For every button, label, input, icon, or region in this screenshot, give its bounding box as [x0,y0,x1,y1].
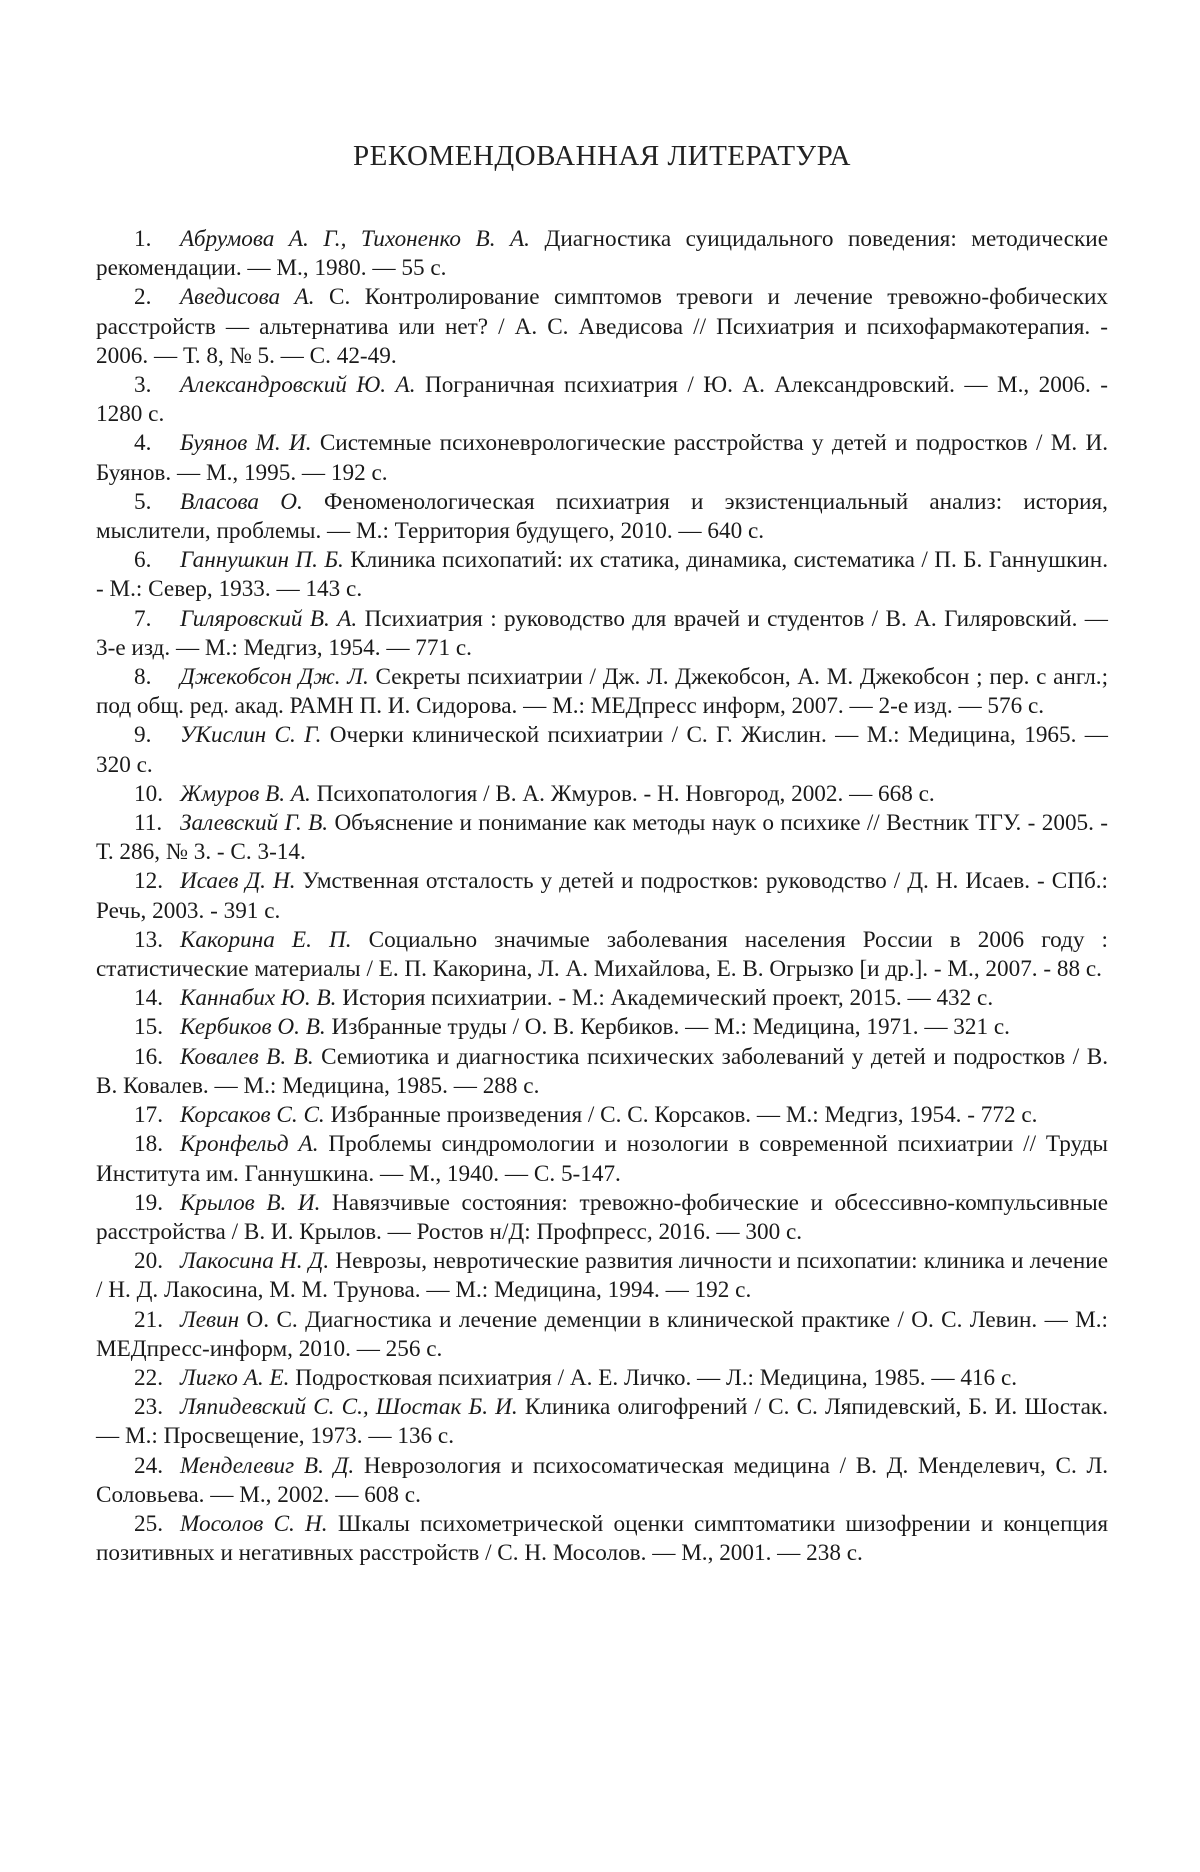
bibliography-entry [96,1043,1108,1101]
entry-number: 17. [134,1102,163,1129]
bibliography-entry [96,1306,1108,1364]
bibliography-entry [96,546,1108,604]
bibliography-entry [96,721,1108,779]
entry-author: Исаев Д. Н. [180,868,296,895]
entry-description: Психопатология / В. А. Жмуров. - Н. Новгород, 2002. — 668 с. [310,780,935,807]
bibliography-list [96,225,1108,1568]
entry-number: 22. [134,1364,163,1391]
entry-number: 12. [134,868,163,895]
entry-author: Гиляровский В. А. [180,605,358,632]
entry-author: Лигко А. Е. [180,1364,290,1391]
entry-author: Кронфельд А. [180,1131,319,1158]
entry-description: Социально значимые заболевания населения России в 2006 году : статистические материалы / Е. П. Какорина, Л. А. Михайлова, Е. В. Огрызко [и др.]. - М., 2007. - 88 с. [96,926,1108,983]
entry-author: Ляпидевский С. С., Шостак Б. И. [180,1394,518,1421]
bibliography-entry [96,605,1108,663]
bibliography-entry [96,225,1108,283]
entry-author: Какорина Е. П. [180,926,352,953]
bibliography-entry [96,488,1108,546]
bibliography-entry [96,663,1108,721]
bibliography-entry [96,1393,1108,1451]
bibliography-entry [96,1510,1108,1568]
bibliography-entry [96,1247,1108,1305]
entry-description: Семиотика и диагностика психических заболеваний у детей и подростков / В. В. Ковалев. — М.: Медицина, 1985. — 288 с. [96,1043,1109,1099]
entry-description: Феноменологическая психиатрия и экзистенциальный анализ: история, мыслители, проблемы. — М.: Территория будущего, 2010. — 640 с. [96,488,1108,545]
entry-author: УКислин С. Г. [180,722,322,749]
entry-author: Аведисова А. [180,284,315,311]
entry-description: Диагностика суицидального поведения: методические рекомендации. — М., 1980. — 55 с. [96,226,1109,282]
entry-description: Подростковая психиатрия / А. Е. Личко. — Л.: Медицина, 1985. — 416 с. [289,1364,1018,1391]
bibliography-entry [96,1130,1108,1188]
entry-number: 2. [134,284,152,311]
entry-author: Абрумова А. Г., Тихоненко В. А. [180,226,530,252]
entry-number: 15. [134,1014,163,1041]
entry-number: 20. [134,1248,163,1275]
entry-number: 24. [134,1452,163,1479]
entry-number: 19. [134,1189,163,1216]
entry-description: Навязчивые состояния: тревожно-фобические и обсессивно-компульсивные расстройства / В. И. Крылов. — Ростов н/Д: Профпресс, 2016. — 300 с. [96,1189,1108,1245]
entry-number: 10. [134,780,163,807]
entry-description: Шкалы психометрической оценки симптоматики шизофрении и концепция позитивных и негативных расстройств / С. Н. Мосолов. — М., 2001. — 238 с. [96,1510,1108,1567]
bibliography-entry [96,1189,1108,1247]
document-page [96,140,1108,1568]
entry-description: О. С. Диагностика и лечение деменции в клинической практике / О. С. Левин. — М.: МЕДпресс-информ, 2010. — 256 с. [96,1306,1108,1362]
entry-number: 3. [134,372,152,399]
entry-author: Власова О. [180,488,303,515]
entry-number: 23. [134,1394,163,1421]
entry-number: 16. [134,1043,163,1070]
entry-author: Левин [180,1306,240,1333]
bibliography-entry [96,1013,1108,1042]
entry-author: Александровский Ю. А. [180,372,416,399]
entry-description: Системные психоневрологические расстройства у детей и подростков / М. И. Буянов. — М., 1995. — 192 с. [96,430,1108,486]
entry-author: Менделевиг В. Д. [180,1452,355,1479]
entry-author: Ковалев В. В. [180,1043,314,1070]
entry-description: Пограничная психиатрия / Ю. А. Александровский. — М., 2006. - 1280 с. [96,372,1109,428]
entry-number: 18. [134,1131,163,1158]
entry-number: 8. [134,664,152,691]
entry-author: Залевский Г. В. [180,810,329,837]
bibliography-entry [96,780,1108,809]
bibliography-entry [96,1364,1108,1393]
entry-description: История психиатрии. - М.: Академический проект, 2015. — 432 с. [336,985,994,1012]
entry-author: Джекобсон Дж. Л. [180,664,369,691]
bibliography-entry [96,429,1108,487]
entry-author: Каннабих Ю. В. [180,985,337,1012]
bibliography-entry [96,371,1108,429]
bibliography-entry [96,809,1108,867]
entry-number: 4. [134,430,152,457]
entry-number: 25. [134,1510,163,1537]
bibliography-entry [96,1452,1108,1510]
entry-number: 14. [134,985,163,1012]
page-title: РЕКОМЕНДОВАННАЯ ЛИТЕРАТУРА [353,140,851,172]
entry-description: Неврозология и психосоматическая медицина / В. Д. Менделевич, С. Л. Соловьева. — М., 2002. — 608 с. [96,1452,1108,1508]
entry-number: 1. [134,226,152,252]
entry-author: Ганнушкин П. Б. [180,547,344,574]
entry-description: Избранные произведения / С. С. Корсаков. — М.: Медгиз, 1954. - 772 с. [324,1102,1038,1129]
entry-description: Очерки клинической психиатрии / С. Г. Жислин. — М.: Медицина, 1965. — 320 с. [96,722,1108,778]
entry-author: Кербиков О. В. [180,1014,326,1041]
entry-description: Секреты психиатрии / Дж. Л. Джекобсон, А. М. Джекобсон ; пер. с англ.; под общ. ред. акад. РАМН П. И. Сидорова. — М.: МЕДпресс информ, 2007. — 2-е изд. — 576 с. [96,664,1109,720]
entry-number: 21. [134,1306,163,1333]
bibliography-entry [96,867,1108,925]
entry-number: 9. [134,722,152,749]
bibliography-entry [96,926,1108,984]
bibliography-entry [96,283,1108,371]
entry-author: Буянов М. И. [180,430,312,457]
entry-author: Крылов В. И. [180,1189,321,1216]
bibliography-entry [96,1101,1108,1130]
entry-description: Неврозы, невротические развития личности и психопатии: клиника и лечение / Н. Д. Лакосина, М. М. Трунова. — М.: Медицина, 1994. — 192 с. [96,1248,1108,1304]
entry-number: 11. [134,810,163,837]
entry-description: Умственная отсталость у детей и подростков: руководство / Д. Н. Исаев. - СПб.: Речь, 2003. - 391 с. [96,868,1108,924]
entry-description: С. Контролирование симптомов тревоги и лечение тревожно-фобических расстройств — альтернатива или нет? / А. С. Аведисова // Психиатрия и психофармакотерапия. - 2006. — Т. 8, № 5. — С. 42-49. [96,284,1108,369]
entry-number: 7. [134,605,152,632]
entry-description: Психиатрия : руководство для врачей и студентов / В. А. Гиляровский. — 3-е изд. — М.: Медгиз, 1954. — 771 с. [96,605,1108,661]
entry-number: 6. [134,547,152,574]
entry-author: Жмуров В. А. [180,780,311,807]
entry-number: 13. [134,926,163,953]
entry-description: Объяснение и понимание как методы наук о психике // Вестник ТГУ. - 2005. - Т. 286, № 3. - С. 3-14. [96,810,1109,866]
entry-author: Мосолов С. Н. [180,1510,328,1537]
entry-description: Клиника олигофрений / С. С. Ляпидевский, Б. И. Шостак. — М.: Просвещение, 1973. — 136 с. [96,1394,1108,1450]
entry-description: Клиника психопатий: их статика, динамика, систематика / П. Б. Ганнушкин. - М.: Север, 1933. — 143 с. [96,547,1108,603]
entry-author: Лакосина Н. Д. [180,1248,330,1275]
entry-description: Избранные труды / О. В. Кербиков. — М.: Медицина, 1971. — 321 с. [325,1014,1010,1041]
entry-description: Проблемы синдромологии и нозологии в современной психиатрии // Труды Института им. Ганнушкина. — М., 1940. — С. 5-147. [96,1131,1108,1187]
bibliography-entry [96,984,1108,1013]
entry-author: Корсаков С. С. [180,1102,325,1129]
entry-number: 5. [134,488,152,515]
